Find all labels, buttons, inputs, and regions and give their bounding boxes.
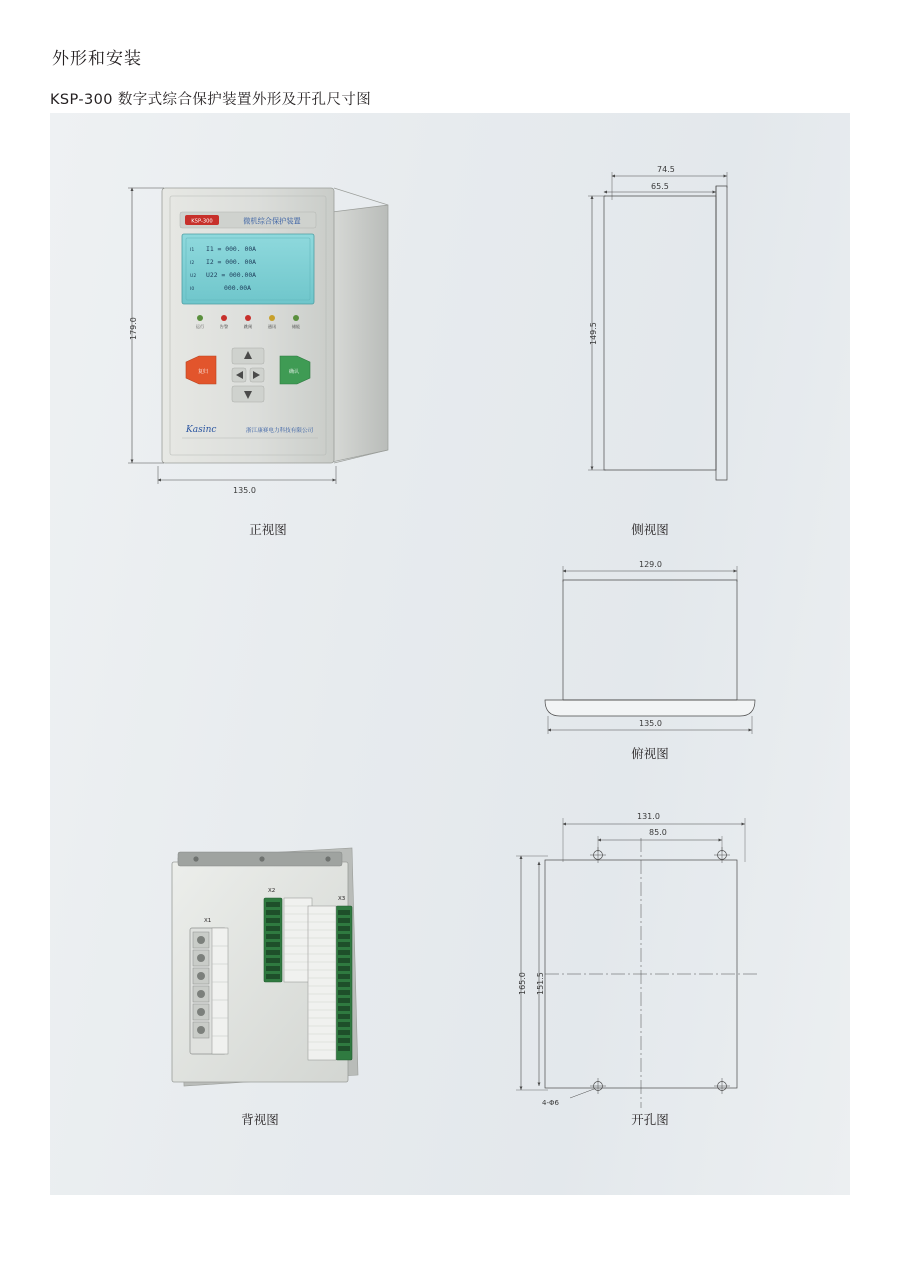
svg-text:通讯: 通讯 bbox=[267, 324, 277, 329]
svg-text:告警: 告警 bbox=[219, 324, 229, 329]
front-view-drawing bbox=[128, 188, 388, 484]
svg-text:U22 = 000.00A: U22 = 000.00A bbox=[206, 271, 257, 279]
svg-text:储能: 储能 bbox=[291, 324, 301, 329]
svg-text:I1 = 000. 00A: I1 = 000. 00A bbox=[206, 245, 257, 253]
svg-text:X3: X3 bbox=[338, 896, 346, 902]
svg-text:KSP-300: KSP-300 bbox=[191, 218, 213, 225]
front-height-dim: 179.0 bbox=[129, 317, 138, 340]
cutout-top-inner-dim: 85.0 bbox=[649, 828, 667, 837]
section-title: 外形和安装 bbox=[52, 49, 142, 69]
figure-title: KSP-300 数字式综合保护装置外形及开孔尺寸图 bbox=[50, 92, 372, 108]
cutout-hole-note: 4-Φ6 bbox=[542, 1099, 559, 1107]
back-view-drawing bbox=[172, 848, 358, 1086]
caption-top-view: 俯视图 bbox=[631, 746, 669, 761]
svg-text:Kasinc: Kasinc bbox=[186, 425, 217, 435]
cutout-height-outer-dim: 165.0 bbox=[518, 972, 527, 995]
caption-side-view: 侧视图 bbox=[631, 522, 669, 537]
side-view-drawing bbox=[588, 172, 727, 480]
svg-text:I2: I2 bbox=[190, 261, 195, 266]
svg-text:浙江康赛电力科技有限公司: 浙江康赛电力科技有限公司 bbox=[246, 428, 314, 434]
svg-text:跳闸: 跳闸 bbox=[243, 324, 253, 329]
svg-text:U2: U2 bbox=[190, 274, 197, 279]
top-flange-dim: 135.0 bbox=[639, 719, 662, 728]
svg-text:运行: 运行 bbox=[195, 324, 205, 329]
caption-back-view: 背视图 bbox=[241, 1112, 279, 1127]
side-height-dim: 149.5 bbox=[589, 322, 598, 345]
cutout-top-outer-dim: 131.0 bbox=[637, 812, 660, 821]
svg-text:X2: X2 bbox=[268, 888, 276, 894]
side-top-inner-dim: 65.5 bbox=[651, 182, 669, 191]
svg-text:I1: I1 bbox=[190, 248, 195, 253]
top-view-drawing bbox=[545, 566, 755, 734]
cutout-height-inner-dim: 151.5 bbox=[536, 972, 545, 995]
side-top-outer-dim: 74.5 bbox=[657, 165, 675, 174]
svg-text:000.00A: 000.00A bbox=[224, 284, 251, 292]
svg-text:微机综合保护装置: 微机综合保护装置 bbox=[243, 216, 301, 226]
svg-text:X1: X1 bbox=[204, 918, 212, 924]
svg-text:I2 = 000. 00A: I2 = 000. 00A bbox=[206, 258, 257, 266]
front-width-dim: 135.0 bbox=[233, 486, 256, 495]
svg-text:确认: 确认 bbox=[288, 369, 300, 375]
svg-text:复归: 复归 bbox=[197, 369, 209, 375]
cutout-view-drawing bbox=[516, 818, 760, 1108]
caption-front-view: 正视图 bbox=[249, 522, 287, 537]
caption-cutout-view: 开孔图 bbox=[631, 1112, 669, 1127]
top-width-dim: 129.0 bbox=[639, 560, 662, 569]
svg-text:I0: I0 bbox=[190, 287, 195, 292]
